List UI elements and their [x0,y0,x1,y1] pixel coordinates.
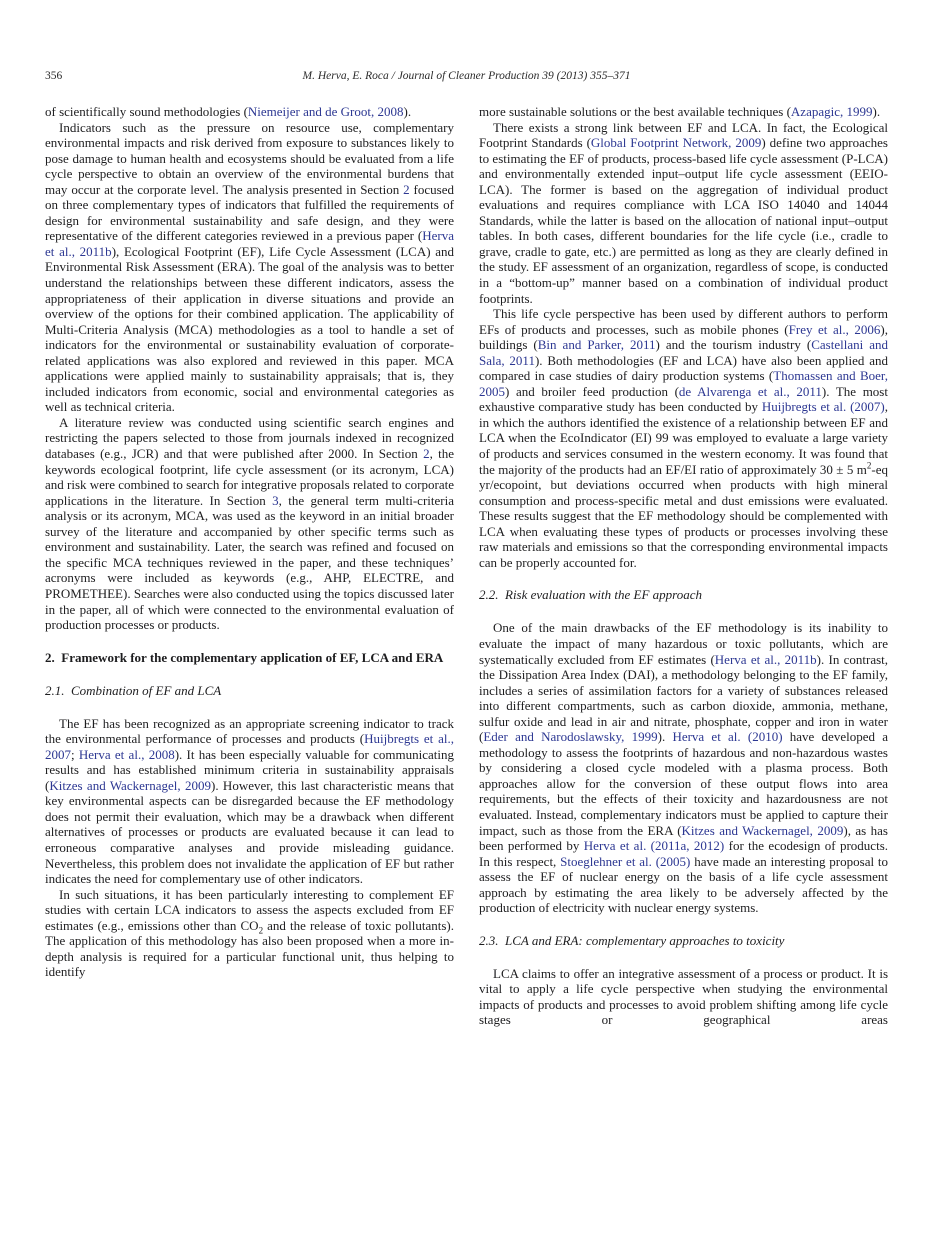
paragraph [45,104,454,120]
two-column-body [45,104,888,1028]
paragraph [479,120,888,307]
text-run: ), buildings ( [479,321,889,353]
journal-citation-line: M. Herva, E. Roca / Journal of Cleaner Production 39 (2013) 355–371 [302,70,631,82]
citation-link[interactable]: 3 [272,492,279,508]
superscript-text: 2 [866,460,872,471]
citation-link[interactable]: Herva et al., 2008 [78,746,175,762]
text-run: have made an interesting proposal to assess the EF of nuclear energy on the basis of a life cycle assessment approach by estimating the area likely to be adversely affected by the production of electricity with nuclear energy systems. [479,853,889,916]
subscript-text: 2 [258,925,264,936]
text-run: ; [71,746,79,762]
citation-link[interactable]: 2 [423,446,430,462]
paragraph [479,620,888,915]
text-run: There exists a strong link between EF and LCA. In fact, the Ecological Footprint Standards ( [479,119,888,151]
text-run: ). In contrast, the Dissipation Area Index (DAI), a methodology belonging to the EF family, includes a series of assimilation factors for a variety of substances released into different compartments, such as carbon dioxide, ammonia, methane, sulfur oxide and lead in air and nitrate, phosphate, copper and iron in water ( [479,651,889,745]
paragraph [479,966,888,1028]
text-run: In such situations, it has been particularly interesting to complement EF studies with certain LCA indicators to assess the aspects excluded from EF estimates (e.g., emissions other than CO [45,886,454,933]
text-run: , in which the authors identified the existence of a relationship between EF and LCA when the EcoIndicator (EI) 99 was employed to evaluate a large variety of products and services consumed in the western economy. It was found that the majority of the products had an EF/EI ratio of approximately 30 ± 5 m [479,399,888,477]
right-column [479,104,888,1028]
text-run: ). [657,729,673,745]
text-run: ), Ecological Footprint (EF), Life Cycle Assessment (LCA) and Environmental Risk Assessment (ERA). The goal of the analysis was to better understand the relationships between these different indicators, assess the appropriateness of their application in diverse situations and provide an overview of the options for their combined application. The applicability of Multi-Criteria Analysis (MCA) methodologies as a tool to handle a set of indicators for the environmental or sustainability evaluation of corporate-related applications was also explored and reviewed in this paper. MCA applications were applied mainly to sustainability appraisals; that is, they included indicators from economic, social and environmental categories as well as technical criteria. [45,243,455,415]
text-run: , the general term multi-criteria analysis or its acronym, MCA, was used as the keyword in an initial broader survey of the literature and accompanied by other specific terms such as environment and sustainability. Later, the search was refined and focused on the specific MCA techniques reviewed in the paper, and these techniques’ acronyms were included as keywords (e.g., AHP, ELECTRE, and PROMETHEE). Searches were also conducted using the topics discussed later in the paper, all of which were connected to the environmental evaluation of production processes or products. [45,492,454,633]
citation-link[interactable]: 2 [403,181,410,197]
text-run: ). [403,104,412,119]
subsection-heading: 2.1. Combination of EF and LCA [45,682,222,698]
citation-link[interactable]: Castellani and Sala, 2011 [479,337,888,368]
subsection-heading: 2.3. LCA and ERA: complementary approaches to toxicity [479,932,785,948]
text-run: ) define two approaches to estimating the EF of products, process-based life cycle assessment (P-LCA) and environmentally extended input–output life cycle assessment (EEIO-LCA). The former is based on the aggregation of individual product evaluations and requires compliance with LCA ISO 14040 and 14044 Standards, while the latter is based on the allocation of national input–output tables. In both cases, different boundaries for the life cycle (i.e., cradle to grave, cradle to gate, etc.) are permitted as long as they are clearly defined in the study. EF assessment of an organization, regardless of scope, is conducted in a “bottom-up” manner based on a combination of individual product footprints. [479,135,888,306]
citation-link[interactable]: Frey et al., 2006 [788,321,881,337]
section-heading: 2. Framework for the complementary application of EF, LCA and ERA [45,649,444,665]
text-run: -eq yr/ecopoint, but deviations occurred when products with high mineral consumption and process-specific metal and dust emissions were evaluated. These results suggest that the EF methodology should be complemented with LCA when evaluating these types of products or processes involving these raw materials and emissions so that the corresponding environmental impacts can be properly accounted for. [479,461,888,570]
paragraph [479,104,888,120]
subsection-heading: 2.2. Risk evaluation with the EF approach [479,587,703,603]
citation-link[interactable]: Herva et al., 2011b [45,228,454,259]
citation-link[interactable]: Herva et al., 2011b [714,651,817,667]
citation-link[interactable]: Huijbregts et al., 2007 [45,731,454,762]
text-run: ). However, this last characteristic means that key environmental aspects can be disregarded because the EF methodology does not permit their evaluation, which may be a drawback when different alternatives of processes or products are evaluated because it can lead to erroneous comparative analyses and provide misleading guidance. Nevertheless, this problem does not invalidate the application of EF but rather indicates the need for complementary use of other indicators. [45,777,454,887]
citation-link[interactable]: Azapagic, 1999 [790,104,873,119]
citation-link[interactable]: Kitzes and Wackernagel, 2009 [681,822,844,838]
paragraph [45,415,454,633]
text-run: One of the main drawbacks of the EF methodology is its inability to evaluate the impact of many hazardous or toxic pollutants, which are systematically excluded from EF estimates ( [479,620,888,667]
citation-link[interactable]: Huijbregts et al. (2007) [761,399,885,415]
text-run: ), as has been performed by [479,822,888,854]
text-run: ). Both methodologies (EF and LCA) have also been applied and compared in case studies of dairy production systems ( [479,352,888,384]
text-run: The EF has been recognized as an appropriate screening indicator to track the environmental performance of processes and products ( [45,715,454,747]
text-run: focused on three complementary types of indicators that fulfilled the requirements of design for environmental sustainability and safe design, and they were representative of the different categories reviewed in a previous paper ( [45,181,454,244]
paragraph [45,887,454,980]
text-run: Indicators such as the pressure on resource use, complementary environmental impacts and risk derived from exposure to substances likely to pose damage to human health and ecosystems should be evaluated from a life cycle perspective to obtain an overview of the environmental burdens that may occur at the corporate level. The analysis presented in Section [45,119,454,197]
citation-link[interactable]: Global Footprint Network, 2009 [590,135,762,151]
paragraph [45,120,454,415]
text-run: ) and the tourism industry ( [655,337,812,353]
page-number: 356 [45,70,63,82]
text-run: This life cycle perspective has been used by different authors to perform EFs of products and processes, such as mobile phones ( [479,306,888,337]
text-run: ). The most exhaustive comparative study has been conducted by [479,383,888,415]
text-run: ) and broiler feed production ( [505,383,679,399]
text-run: A literature review was conducted using scientific search engines and restricting the papers selected to those from journals indexed in recognized databases (e.g., JCR) and that were published after 2000. In Section [45,414,454,462]
citation-link[interactable]: Stoeglehner et al. (2005) [560,853,691,869]
citation-link[interactable]: Herva et al. (2011a, 2012) [583,838,725,854]
text-run: for the ecodesign of products. In this respect, [479,838,888,869]
citation-link[interactable]: Herva et al. (2010) [672,729,783,745]
left-column [45,104,454,1028]
citation-link[interactable]: de Alvarenga et al., 2011 [678,383,822,399]
citation-link[interactable]: Bin and Parker, 2011 [537,337,656,353]
citation-link[interactable]: Kitzes and Wackernagel, 2009 [49,777,211,793]
text-run: ). [872,104,881,119]
citation-link[interactable]: Thomassen and Boer, 2005 [479,368,888,399]
paragraph [479,306,888,570]
running-header [45,70,888,86]
text-run: LCA claims to offer an integrative assessment of a process or product. It is vital to apply a life cycle perspective when studying the environmental impacts of products and processes to avoid problem shifting among life cycle stages or geographical areas [479,965,888,1028]
text-run: , the keywords ecological footprint, life cycle assessment (or its acronym, LCA) and risk were combined to search for integrative proposals related to corporate applications in the literature. In Section [45,446,454,508]
text-run: and the release of toxic pollutants). The application of this methodology has also been proposed when a more in-depth analysis is required for a particular functional unit, thus helping to identify [45,917,454,980]
paragraph [45,716,454,887]
citation-link[interactable]: Eder and Narodoslawsky, 1999 [483,729,658,745]
text-run: more sustainable solutions or the best available techniques ( [479,104,791,119]
page-content [45,70,888,1028]
text-run: ). It has been especially valuable for communicating results and has established minimum criteria in sustainability appraisals ( [45,746,454,793]
text-run: have developed a methodology to assess the footprints of hazardous and non-hazardous wastes by considering a closed cycle modeled with a plasma process. Both approaches allow for the conversion of these output flows into area requirements, but the effects of their toxicity and hazardousness are not evaluated. Instead, complementary indicators must be applied to capture their impact, such as those from the ERA ( [479,729,888,838]
text-run: of scientifically sound methodologies ( [45,104,248,119]
citation-link[interactable]: Niemeijer and de Groot, 2008 [247,104,404,119]
